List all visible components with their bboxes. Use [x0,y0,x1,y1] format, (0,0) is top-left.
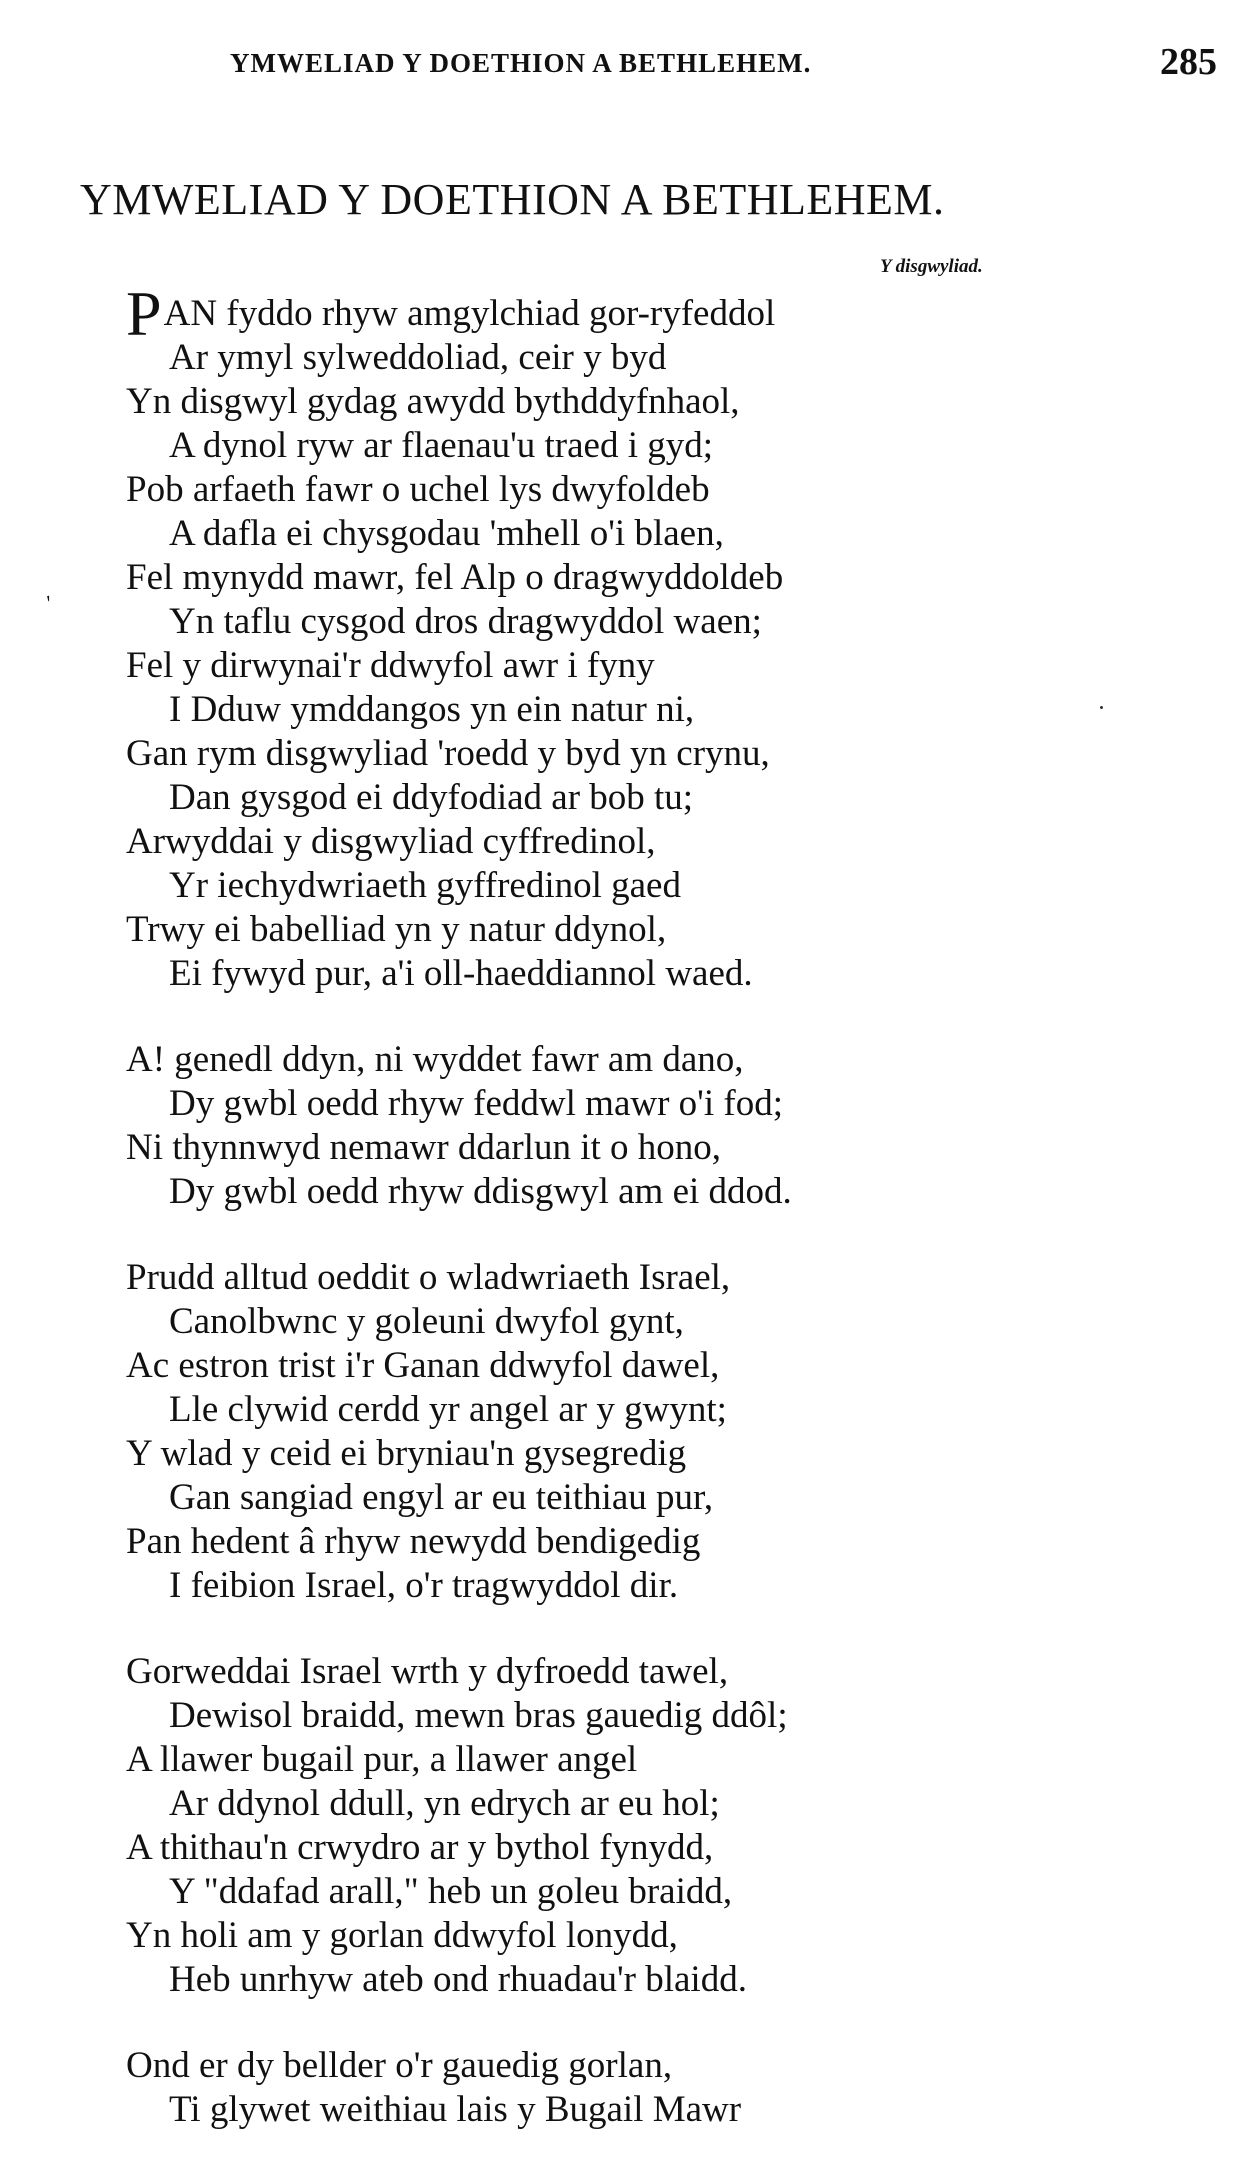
stanza [126,1650,1126,2002]
poem-line: Gorweddai Israel wrth y dyfroedd tawel, [126,1651,729,1692]
poem-line: Dy gwbl oedd rhyw ddisgwyl am ei ddod. [169,1171,792,1212]
poem-line: Y wlad y ceid ei bryniau'n gysegredig [126,1433,687,1474]
poem-line: I Dduw ymddangos yn ein natur ni, [169,689,695,730]
poem-line-text: AN fyddo rhyw amgylchiad gor-ryfeddol [163,293,776,334]
poem-line: I feibion Israel, o'r tragwyddol dir. [169,1565,679,1606]
poem-line: Dewisol braidd, mewn bras gauedig ddôl; [169,1695,788,1736]
poem-line: Prudd alltud oeddit o wladwriaeth Israel, [126,1257,731,1298]
poem-line: Dy gwbl oedd rhyw feddwl mawr o'i fod; [169,1083,783,1124]
poem-body [126,278,1126,2174]
poem-line: Ar ddynol ddull, yn edrych ar eu hol; [169,1783,720,1824]
poem-line: Ond er dy bellder o'r gauedig gorlan, [126,2045,673,2086]
stanza [126,278,1126,996]
poem-line: Yr iechydwriaeth gyffredinol gaed [169,865,681,906]
poem-line: A! genedl ddyn, ni wyddet fawr am dano, [126,1039,744,1080]
stanza [126,1256,1126,1608]
poem-line: Ti glywet weithiau lais y Bugail Mawr [169,2089,742,2130]
poem-line: Canolbwnc y goleuni dwyfol gynt, [169,1301,684,1342]
poem-line: Yn taflu cysgod dros dragwyddol waen; [169,601,762,642]
poem-line: Trwy ei babelliad yn y natur ddynol, [126,909,667,950]
poem-title: YMWELIAD Y DOETHION A BETHLEHEM. [80,175,945,224]
poem-line: Pob arfaeth fawr o uchel lys dwyfoldeb [126,469,710,510]
poem-line: Dan gysgod ei ddyfodiad ar bob tu; [169,777,694,818]
poem-line: A thithau'n crwydro ar y bythol fynydd, [126,1827,714,1868]
poem-line: A llawer bugail pur, a llawer angel [126,1739,638,1780]
poem-line: Fel y dirwynai'r ddwyfol awr i fyny [126,645,655,686]
poem-line: Gan rym disgwyliad 'roedd y byd yn crynu, [126,733,770,774]
poem-line: Heb unrhyw ateb ond rhuadau'r blaidd. [169,1959,747,2000]
poem-line: Ei fywyd pur, a'i oll-haeddiannol waed. [169,953,753,994]
poem-line: Yn disgwyl gydag awydd bythddyfnhaol, [126,381,740,422]
poem-line: Ar ymyl sylweddoliad, ceir y byd [169,337,667,378]
poem-line: Ac estron trist i'r Ganan ddwyfol dawel, [126,1345,720,1386]
poem-line: Pan hedent â rhyw newydd bendigedig [126,1521,701,1562]
stanza [126,2044,1126,2132]
poem-line: A dynol ryw ar flaenau'u traed i gyd; [169,425,714,466]
poem-line: Fel mynydd mawr, fel Alp o dragwyddoldeb [126,557,784,598]
running-head: YMWELIAD Y DOETHION A BETHLEHEM. [230,48,812,78]
poem-line: Lle clywid cerdd yr angel ar y gwynt; [169,1389,727,1430]
margin-note: Y disgwyliad. [880,256,983,277]
poem-line: Gan sangiad engyl ar eu teithiau pur, [169,1477,714,1518]
poem-line [126,278,1126,349]
poem-line: Y "ddafad arall," heb un goleu braidd, [169,1871,733,1912]
poem-line: Yn holi am y gorlan ddwyfol lonydd, [126,1915,678,1956]
poem-line: Ni thynnwyd nemawr ddarlun it o hono, [126,1127,721,1168]
stanza [126,1038,1126,1214]
page-number: 285 [1160,41,1217,83]
poem-line: Arwyddai y disgwyliad cyffredinol, [126,821,656,862]
drop-cap: P [126,278,162,349]
poem-line: A dafla ei chysgodau 'mhell o'i blaen, [169,513,724,554]
stray-mark: ′ [43,589,57,616]
